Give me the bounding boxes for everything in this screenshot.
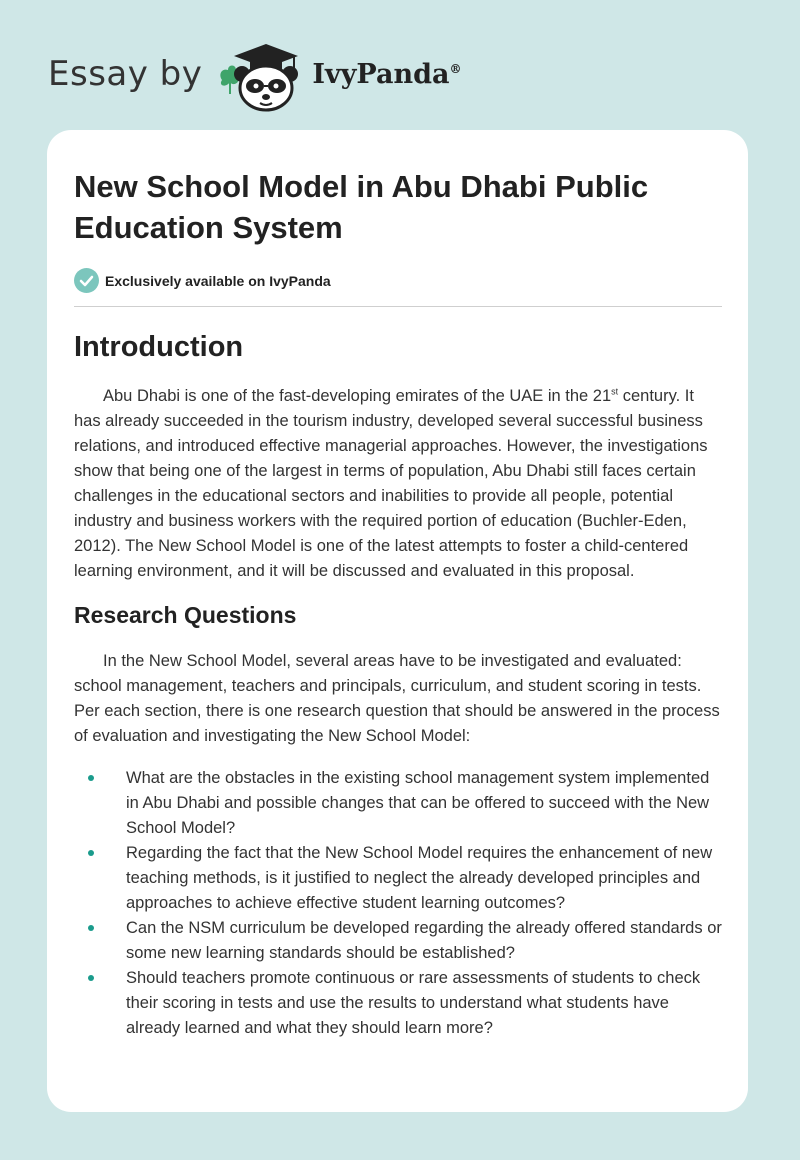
brand-prefix: Essay by (48, 54, 203, 94)
list-item: Can the NSM curriculum be developed regarding the already offered standards or some new learning standards should be established? (74, 916, 722, 966)
list-item: What are the obstacles in the existing school management system implemented in Abu Dhabi and possible changes that can be offered to succeed with the New School Model? (74, 766, 722, 841)
divider (74, 306, 722, 307)
check-circle-icon (74, 268, 99, 293)
article-title: New School Model in Abu Dhabi Public Education System (74, 169, 649, 245)
bullet-icon (88, 775, 94, 781)
bullet-icon (88, 925, 94, 931)
intro-paragraph: Abu Dhabi is one of the fast-developing emirates of the UAE in the 21st century. It has already succeeded in the tourism industry, developed several successful business relations, and introduced effective managerial approaches. However, the investigations show that being one of the largest in terms of population, Abu Dhabi still faces certain challenges in the educational sectors and inabilities to provide all people, potential industry and business workers with the required portion of education (Buchler-Eden, 2012). The New School Model is one of the latest attempts to foster a child-centered learning environment, and it will be discussed and evaluated in this proposal. (74, 386, 708, 580)
site-header (48, 34, 461, 114)
brand-name[interactable]: IvyPanda® (312, 58, 462, 90)
badge-label: Exclusively available on IvyPanda (105, 272, 331, 289)
list-item: Regarding the fact that the New School Model requires the enhancement of new teaching methods, is it justified to neglect the already developed principles and approaches to achieve effective student learning outcomes? (74, 841, 722, 916)
exclusive-badge (74, 268, 722, 293)
research-questions-list (74, 766, 722, 1041)
bullet-icon (88, 850, 94, 856)
research-questions-paragraph: In the New School Model, several areas have to be investigated and evaluated: school management, teachers and principals, curriculum, and student scoring in tests. Per each section, there is one research question that should be answered in the process of evaluation and investigating the New School Model: (74, 652, 720, 745)
bullet-icon (88, 975, 94, 981)
panda-logo-icon[interactable] (216, 34, 308, 114)
list-item: Should teachers promote continuous or rare assessments of students to check their scoring in tests and use the results to understand what students have already learned and what they should learn more? (74, 966, 722, 1041)
article-card (47, 130, 748, 1112)
intro-heading: Introduction (74, 331, 244, 363)
research-questions-heading: Research Questions (74, 602, 297, 628)
